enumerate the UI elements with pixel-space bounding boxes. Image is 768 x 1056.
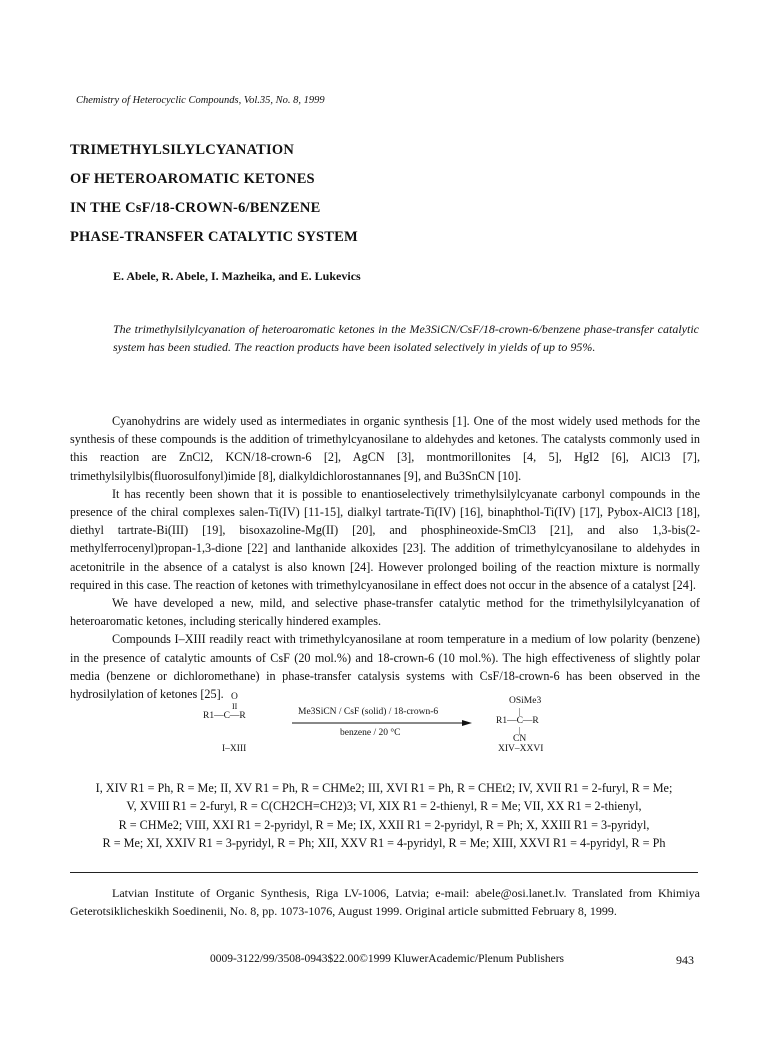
paragraph: Cyanohydrins are widely used as intermediates in organic synthesis [1]. One of the most widely used methods for the synthesis of these compounds is the addition of trimethylcyanosilane to aldehydes and ketones. The catalysts commonly used in this reaction are ZnCl2, KCN/18-crown-6 [2], AgCN [3], montmorillonites [4, 5], HgI2 [6], AlCl3 [7], trimethylsilylbis(fluorosulfonyl)imide [8], dialkyldichlorostannanes [9], and Bu3SnCN [10].	[70, 414, 700, 483]
substituent-line: V, XVIII R1 = 2-furyl, R = C(CH2CH=CH2)3; VI, XIX R1 = 2-thienyl, R = Me; VII, XX R1 = 2-thienyl,	[126, 799, 642, 814]
product-bond-top: |	[519, 707, 521, 716]
product-label: XIV–XXVI	[498, 744, 544, 754]
paragraph: Compounds I–XIII readily react with trimethylcyanosilane at room temperature in a medium of low polarity (benzene) in the presence of catalytic amounts of CsF (20 mol.%) and 18-crown-6 (10 mol.%). The high effectiveness of slightly polar media (benzene or dichloromethane) in phase-transfer catalysis systems with CsF/18-crown-6 has been observed in the hydrosilylation of ketones [25].	[70, 632, 700, 702]
journal-header: Chemistry of Heterocyclic Compounds, Vol.35, No. 8, 1999	[76, 95, 325, 106]
reaction-arrow-icon	[292, 719, 472, 727]
substituent-line: I, XIV R1 = Ph, R = Me; II, XV R1 = Ph, R = CHMe2; III, XVI R1 = Ph, R = CHEt2; IV, XVII R1 = 2-furyl, R = Me;	[95, 781, 673, 795]
title-line: TRIMETHYLSILYLCYANATION	[70, 142, 295, 158]
substituent-list	[56, 779, 712, 853]
author-list: E. Abele, R. Abele, I. Mazheika, and E. Lukevics	[113, 269, 361, 283]
page-number: 943	[676, 953, 694, 967]
copyright-line: 0009-3122/99/3508-0943$22.00©1999 KluwerAcademic/Plenum Publishers	[210, 953, 565, 965]
paragraph: We have developed a new, mild, and selective phase-transfer catalytic method for the trimethylsilylcyanation of heteroaromatic ketones, including sterically hindered examples.	[70, 596, 700, 629]
paragraph: It has recently been shown that it is possible to enantioselectively trimethylsilylcyanate carbonyl compounds in the presence of the chiral complexes salen-Ti(IV) [11-15], dialkyl tartrate-Ti(IV) [16], binaphthol-Ti(IV) [17], Pybox-AlCl3 [18], diethyl tartrate-Bi(III) [19], bisoxazoline-Mg(II) [20], and phosphineoxide-SmCl3 [21], and also 1,3-bis(2-methylferrocenyl)propan-1,3-dione [22] and lanthanide alkoxides [23]. The addition of trimethylcyanosilane to aldehydes in acetonitrile in the absence of a catalyst is also known [24]. However prolonged boiling of the reaction mixture is normally required in this case. The reaction of ketones with trimethylcyanosilane in effect does not occur in the absence of a catalyst [24].	[70, 486, 700, 592]
conditions-label: benzene / 20 °C	[340, 728, 401, 738]
affiliation-footnote	[70, 884, 700, 920]
abstract: The trimethylsilylcyanation of heteroaromatic ketones in the Me3SiCN/CsF/18-crown-6/benzene phase-transfer catalytic system has been studied. The reaction products have been isolated selectively in yields of up to 95%.	[113, 322, 699, 354]
affiliation-text: Latvian Institute of Organic Synthesis, Riga LV-1006, Latvia; e-mail: abele@osi.lanet.lv. Translated from Khimiya Geterotsiklicheskikh Soedinenii, No. 8, pp. 1073-1076, August 1999. Original article submitted February 8, 1999.	[70, 886, 700, 918]
title-line: OF HETEROAROMATIC KETONES	[70, 171, 315, 187]
reactant-label: I–XIII	[222, 744, 247, 754]
substituent-line: R = CHMe2; VIII, XXI R1 = 2-pyridyl, R = Me; IX, XXII R1 = 2-pyridyl, R = Ph; X, XXIII R1 = 3-pyridyl,	[118, 817, 650, 832]
title-line: PHASE-TRANSFER CATALYTIC SYSTEM	[70, 229, 358, 245]
product-silyl-group: OSiMe3	[509, 696, 542, 706]
footnote-divider	[70, 872, 698, 873]
body-text	[70, 412, 700, 703]
product-cyano-group: CN	[513, 734, 527, 744]
reactant-double-bond: II	[232, 702, 238, 711]
reactant-formula: R1—C—R	[203, 711, 246, 721]
product-bond-bottom: |	[519, 726, 521, 735]
substituent-line: R = Me; XI, XXIV R1 = 3-pyridyl, R = Ph; XII, XXV R1 = 4-pyridyl, R = Me; XIII, XXVI R1 = 4-pyridyl, R = Ph	[102, 836, 666, 851]
reactant-oxygen: O	[231, 692, 238, 702]
product-formula: R1—C—R	[496, 716, 539, 726]
reagents-label: Me3SiCN / CsF (solid) / 18-crown-6	[298, 707, 439, 717]
reaction-scheme	[0, 692, 768, 762]
title-line: IN THE CsF/18-CROWN-6/BENZENE	[70, 200, 321, 216]
article-title	[70, 136, 358, 252]
